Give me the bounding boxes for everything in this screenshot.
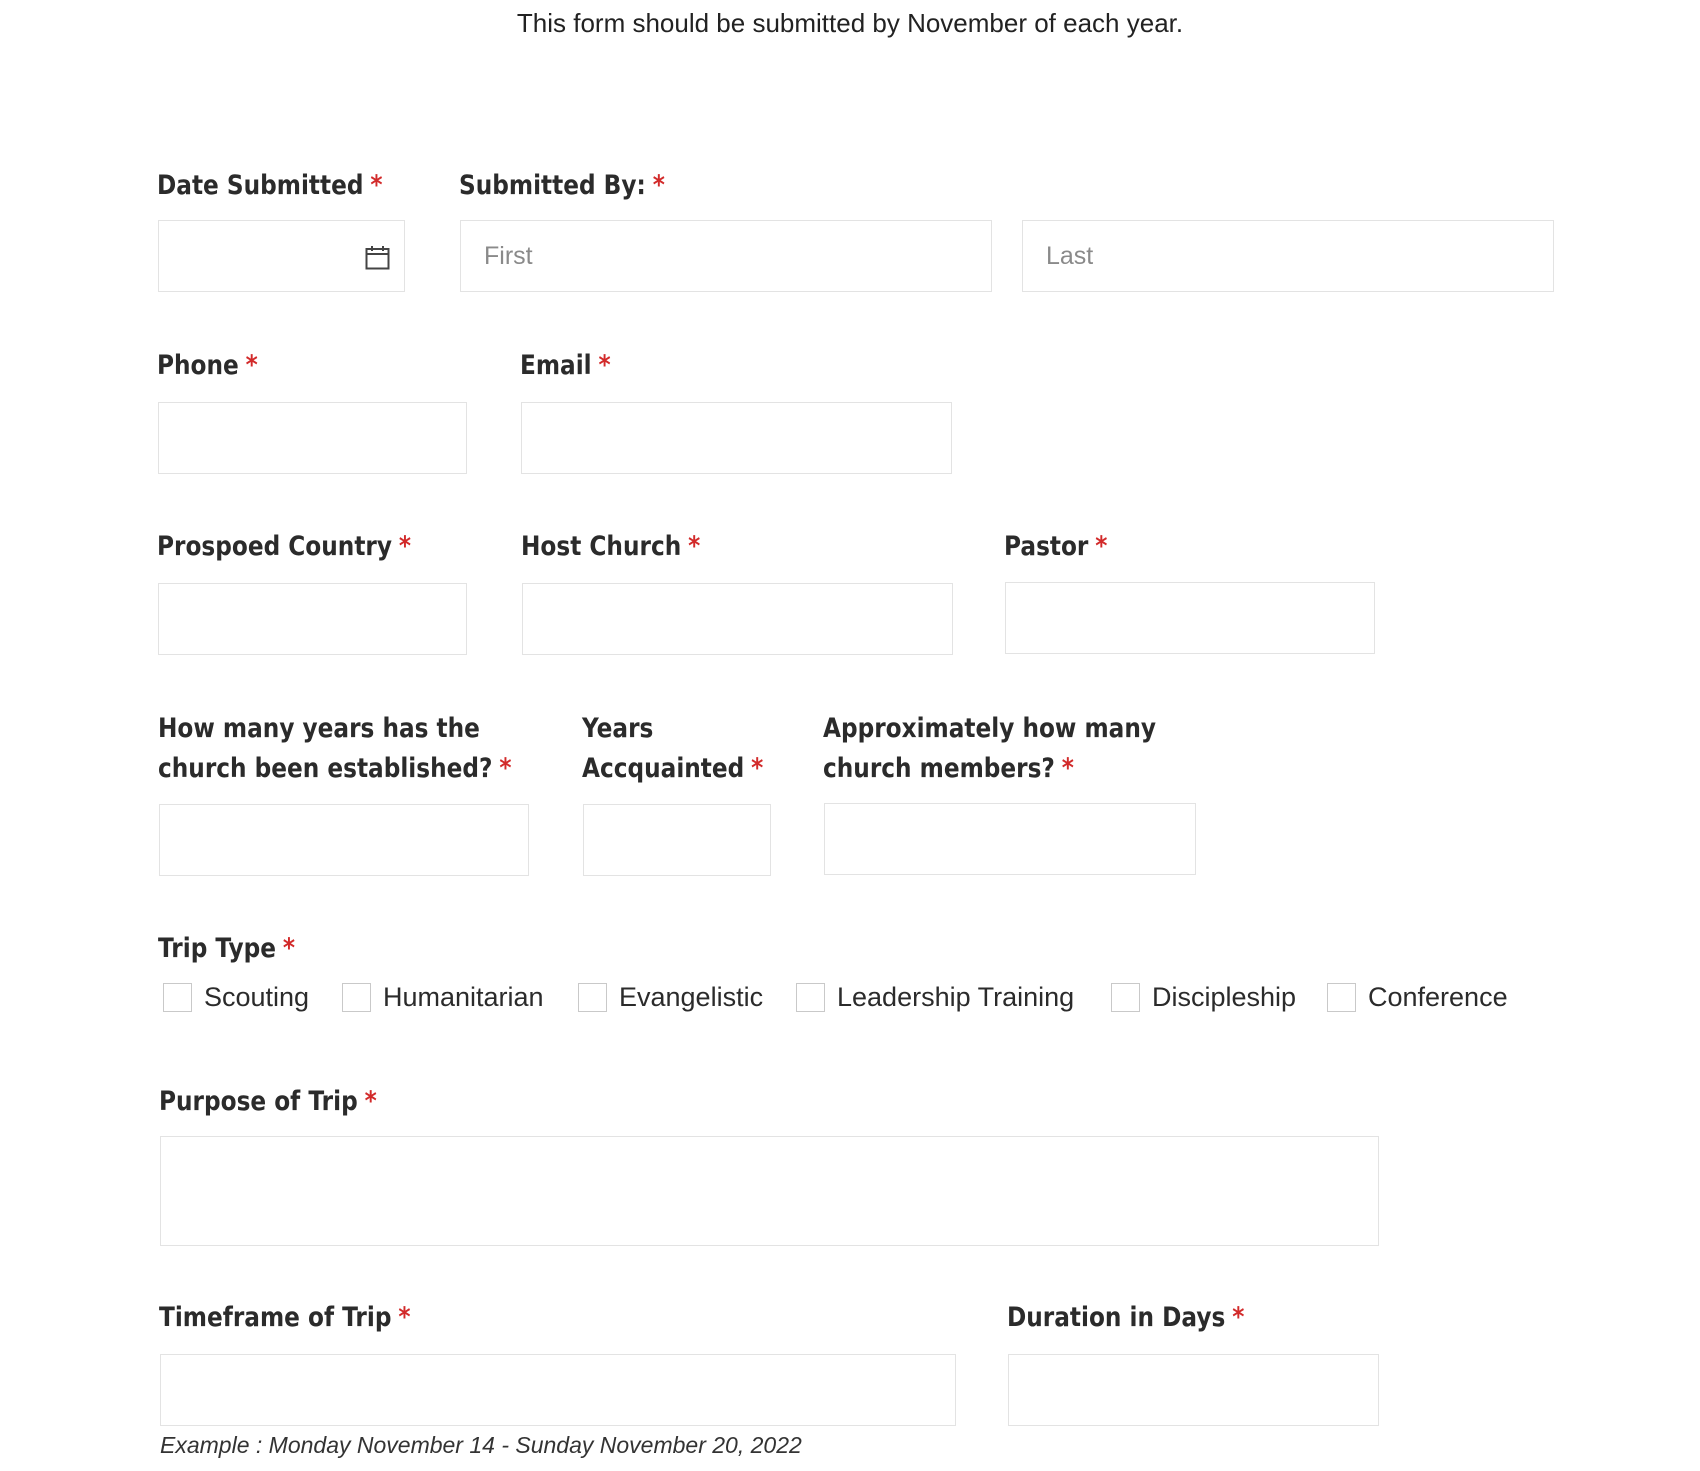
required-asterisk: * <box>282 933 296 964</box>
timeframe-label: Timeframe of Trip * <box>159 1302 411 1333</box>
required-asterisk: * <box>1061 753 1074 784</box>
date-submitted-label: Date Submitted * <box>157 170 383 201</box>
pastor-input[interactable] <box>1005 582 1375 654</box>
date-submitted-input[interactable] <box>158 220 405 292</box>
required-asterisk: * <box>1232 1302 1245 1333</box>
trip-type-label: Trip Type * <box>158 933 296 964</box>
timeframe-input[interactable] <box>160 1354 956 1426</box>
required-asterisk: * <box>1095 531 1108 562</box>
required-asterisk: * <box>398 1302 411 1333</box>
required-asterisk: * <box>245 350 258 381</box>
required-asterisk: * <box>688 531 701 562</box>
church-members-label: Approximately how many church members? * <box>823 713 1156 784</box>
years-acquainted-label: Years Accquainted * <box>582 713 764 784</box>
required-asterisk: * <box>499 753 512 784</box>
last-name-placeholder: Last <box>1046 241 1094 270</box>
years-acquainted-input[interactable] <box>583 804 771 876</box>
host-church-label: Host Church * <box>521 531 701 562</box>
purpose-textarea[interactable] <box>160 1136 1379 1246</box>
last-name-input[interactable] <box>1022 220 1554 292</box>
trip-type-option-evangelistic[interactable] <box>578 982 763 1013</box>
checkbox[interactable] <box>1327 983 1356 1012</box>
trip-type-option-leadership-training[interactable] <box>796 982 1074 1013</box>
required-asterisk: * <box>364 1086 377 1117</box>
duration-input[interactable] <box>1008 1354 1379 1426</box>
phone-label: Phone * <box>157 350 258 381</box>
option-label: Leadership Training <box>837 982 1075 1012</box>
checkbox[interactable] <box>578 983 607 1012</box>
country-input[interactable] <box>158 583 467 655</box>
first-name-input[interactable] <box>460 220 992 292</box>
required-asterisk: * <box>751 753 764 784</box>
host-church-input[interactable] <box>522 583 953 655</box>
phone-input[interactable] <box>158 402 467 474</box>
required-asterisk: * <box>652 170 665 201</box>
checkbox[interactable] <box>342 983 371 1012</box>
purpose-label: Purpose of Trip * <box>159 1086 377 1117</box>
submitted-by-label: Submitted By: * <box>459 170 665 201</box>
church-members-input[interactable] <box>824 803 1196 875</box>
calendar-icon[interactable] <box>365 245 390 270</box>
option-label: Conference <box>1368 982 1508 1012</box>
country-label: Prospoed Country * <box>157 531 412 562</box>
trip-type-option-discipleship[interactable] <box>1111 982 1296 1013</box>
timeframe-example-hint: Example : Monday November 14 - Sunday November 20, 2022 <box>160 1432 802 1458</box>
trip-type-option-conference[interactable] <box>1327 982 1508 1013</box>
option-label: Evangelistic <box>619 982 764 1012</box>
years-established-input[interactable] <box>159 804 529 876</box>
option-label: Humanitarian <box>383 982 544 1012</box>
first-name-placeholder: First <box>484 241 533 270</box>
option-label: Discipleship <box>1152 982 1297 1012</box>
form-notice: This form should be submitted by November of each year. <box>516 8 1184 38</box>
option-label: Scouting <box>204 982 310 1012</box>
trip-type-option-humanitarian[interactable] <box>342 982 544 1013</box>
email-input[interactable] <box>521 402 952 474</box>
required-asterisk: * <box>370 170 383 201</box>
duration-label: Duration in Days * <box>1007 1302 1245 1333</box>
checkbox[interactable] <box>796 983 825 1012</box>
required-asterisk: * <box>398 531 412 562</box>
years-established-label: How many years has the church been established? * <box>158 713 512 784</box>
pastor-label: Pastor * <box>1004 531 1108 562</box>
checkbox[interactable] <box>163 983 192 1012</box>
trip-type-option-scouting[interactable] <box>163 982 309 1013</box>
checkbox[interactable] <box>1111 983 1140 1012</box>
email-label: Email * <box>520 350 611 381</box>
required-asterisk: * <box>598 350 611 381</box>
